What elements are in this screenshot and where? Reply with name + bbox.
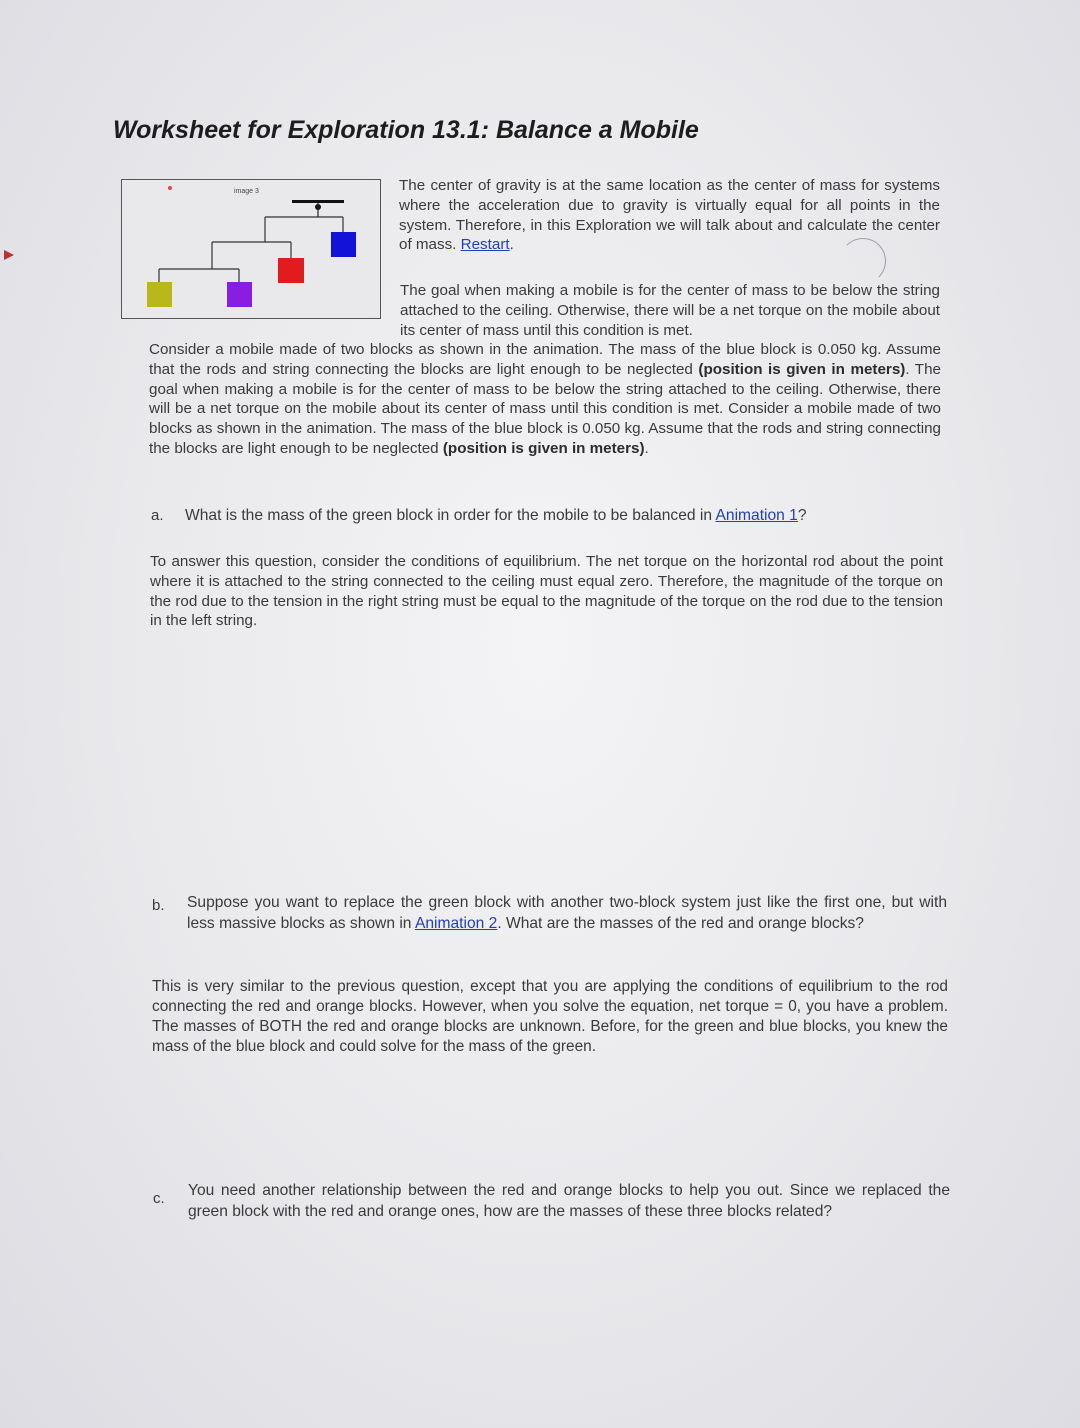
- intro-text-1: The center of gravity is at the same location as the center of mass for systems where the acceleration due to gravity is virtually equal for all points in the system. Therefore, in this Exploration we will talk about and calculate the center of mass.: [399, 177, 940, 254]
- pin-dot: [168, 186, 172, 190]
- ceiling-rod: [292, 200, 344, 203]
- page-title: Worksheet for Exploration 13.1: Balance a Mobile: [113, 116, 699, 144]
- red-block: [278, 258, 304, 283]
- question-b: [187, 892, 947, 934]
- intro-paragraph-2: The goal when making a mobile is for the center of mass to be below the string attached to the ceiling. Otherwise, there will be a net torque on the mobile about its center of mass until this condition is met.: [400, 282, 940, 339]
- question-c: You need another relationship between the red and orange blocks to help you out. Since we replaced the green block with the red and orange ones, how are the masses of these three blocks related?: [188, 1182, 950, 1220]
- question-b-text: Suppose you want to replace the green block with another two-block system just like the first one, but with less massive blocks as shown in: [187, 894, 947, 932]
- page-edge-mark: [4, 250, 14, 260]
- green-block: [147, 282, 172, 307]
- mobile-diagram: [122, 180, 380, 318]
- question-b-hint: This is very similar to the previous question, except that you are applying the conditions of equilibrium to the rod connecting the red and orange blocks. However, when you solve the equation, net torque = 0, you have a problem. The masses of BOTH the red and orange blocks are unknown. Before, for the green and blue blocks, you knew the mass of the blue block and could solve for the mass of the green.: [152, 978, 948, 1055]
- blue-block: [331, 232, 356, 257]
- question-a-text: What is the mass of the green block in order for the mobile to be balanced in: [185, 507, 713, 524]
- intro-text-3-end: .: [644, 439, 649, 457]
- purple-block: [227, 282, 252, 307]
- animation-1-link[interactable]: Animation 1: [715, 507, 798, 524]
- animation-2-link[interactable]: Animation 2: [414, 915, 498, 932]
- question-a-hint: To answer this question, consider the conditions of equilibrium. The net torque on the horizontal rod about the point where it is attached to the string connected to the ceiling must equal zero. Therefore, the magnitude of the torque on the rod due to the tension in the right string must be equal to the magnitude of the torque on the rod due to the tension in the left string.: [150, 553, 943, 630]
- intro-text-3a: Consider a mobile made of two blocks as shown in the animation. The mass of the blue block is 0.050 kg. Assume that the rods and string connecting the blocks are light enough to be neglected: [149, 341, 941, 378]
- question-a-letter: a.: [151, 507, 164, 524]
- position-note-a: (position is given in meters): [698, 360, 906, 378]
- animation-label: image 3: [234, 188, 259, 195]
- question-b-letter: b.: [152, 897, 165, 914]
- restart-link[interactable]: Restart: [460, 236, 510, 254]
- position-note-b: (position is given in meters): [442, 439, 645, 457]
- intro-paragraph-3: [149, 340, 941, 459]
- intro-text-3b: . The goal when making a mobile is for the center of mass to be below the string attached to the ceiling. Otherwise, there will be a net torque on the mobile about its center of mass until this condition is met. Consider a mobile made of two blocks as shown in the animation. The mass of the blue block is 0.050 kg. Assume that the rods and string connecting the blocks are light enough to be neglected: [149, 360, 941, 457]
- intro-paragraph-1: The center of gravity is at the same location as the center of mass for systems where the acceleration due to gravity is virtually equal for all points in the system. Therefore, in this Exploration we will talk about and calculate the center of mass. Restart.: [399, 177, 940, 254]
- question-b-end: . What are the masses of the red and orange blocks?: [497, 915, 864, 932]
- question-a: [185, 505, 925, 526]
- mobile-animation[interactable]: [121, 179, 381, 319]
- question-a-end: ?: [797, 507, 807, 524]
- question-c-letter: c.: [153, 1190, 165, 1207]
